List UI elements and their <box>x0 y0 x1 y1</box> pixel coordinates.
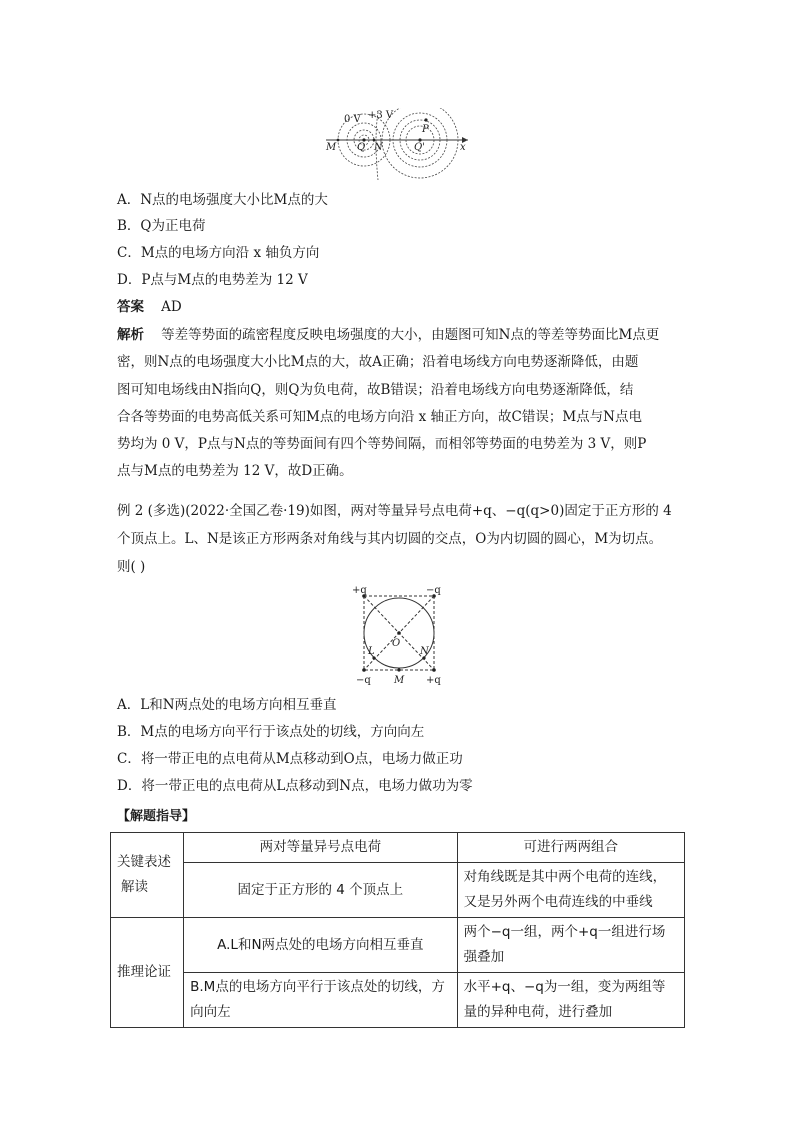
table-row <box>111 973 685 1028</box>
q1-option-a: A．N点的电场强度大小比M点的大 <box>117 192 328 208</box>
label-bottom-left: −q <box>356 675 371 686</box>
label-q: Q <box>357 142 366 153</box>
guide-title: 【解题指导】 <box>117 809 196 824</box>
r4c2 <box>184 973 457 1028</box>
square-charges-figure <box>346 584 446 688</box>
r2c3-line-1: 对角线既是其中两个电荷的连线， <box>463 869 667 885</box>
label-n: N <box>374 142 383 153</box>
label-top-left: +q <box>352 585 367 596</box>
r3c3 <box>457 918 684 973</box>
r3c3-line-2: 强叠加 <box>463 949 505 965</box>
key-label-1: 关键表述 <box>117 854 171 870</box>
r4c3 <box>457 973 684 1028</box>
label-3v: +3 V <box>368 110 394 121</box>
table-row <box>111 833 685 863</box>
label-p: P <box>422 124 429 135</box>
label-o: O <box>392 638 401 649</box>
key-label-cell <box>111 833 184 918</box>
label-m: M <box>326 142 337 153</box>
example2-stem-2: 个顶点上。L、N是该正方形两条对角线与其内切圆的交点，O为内切圆的圆心，M为切点。 <box>117 531 663 547</box>
example2-stem-1: 例 2 (多选)(2022·全国乙卷·19)如图，两对等量异号点电荷+q、−q(q>0)固定于正方形的 4 <box>117 503 672 519</box>
reason-label: 推理论证 <box>111 918 184 1028</box>
table-row <box>111 863 685 918</box>
analysis-line-3: 图可知电场线由N指向Q，则Q为负电荷，故B错误；沿着电场线方向电势逐渐降低，结 <box>117 382 634 398</box>
r4c2-line-2: 向向左 <box>190 1004 231 1020</box>
label-m: M <box>394 675 405 686</box>
q1-option-b: B．Q为正电荷 <box>117 218 206 234</box>
analysis-line-4: 合各等势面的电势高低关系可知M点的电场方向沿 x 轴正方向，故C错误；M点与N点电 <box>117 409 642 425</box>
example2-stem-3: 则( ) <box>117 559 146 575</box>
r2c3 <box>457 863 684 918</box>
analysis-line-5: 势均为 0 V，P点与N点的等势面间有四个等势间隔，而相邻等势面的电势差为 3 V，则P <box>117 436 647 452</box>
r2c2: 固定于正方形的 4 个顶点上 <box>184 863 457 918</box>
ex2-option-c: C．将一带正电的点电荷从M点移动到O点，电场力做正功 <box>117 751 463 767</box>
label-top-right: −q <box>426 585 441 596</box>
analysis-line-6: 点与M点的电势差为 12 V，故D正确。 <box>117 463 353 479</box>
label-x: x <box>460 142 466 153</box>
ex2-option-b: B．M点的电场方向平行于该点处的切线，方向向左 <box>117 724 425 740</box>
analysis-line-2: 密，则N点的电场强度大小比M点的大，故A正确；沿着电场线方向电势逐渐降低，由题 <box>117 354 639 370</box>
label-0v: 0 V <box>344 114 361 125</box>
r1c2: 两对等量异号点电荷 <box>184 833 457 863</box>
guide-table <box>110 832 685 1028</box>
q1-option-d: D．P点与M点的电势差为 12 V <box>117 272 308 288</box>
ex2-option-a: A．L和N两点处的电场方向相互垂直 <box>117 697 337 713</box>
analysis-line-1 <box>117 325 659 345</box>
equipotential-figure <box>322 108 472 184</box>
r3c2: A.L和N两点处的电场方向相互垂直 <box>184 918 457 973</box>
answer-label: 答案 <box>117 299 144 315</box>
r1c3: 可进行两两组合 <box>457 833 684 863</box>
r4c2-line-1: B.M点的电场方向平行于该点处的切线，方 <box>190 979 445 995</box>
analysis-text-1: 等差等势面的疏密程度反映电场强度的大小，由题图可知N点的等差等势面比M点更 <box>161 327 660 343</box>
r4c3-line-1: 水平+q、−q为一组，变为两组等 <box>463 979 666 995</box>
r2c3-line-2: 又是另外两个电荷连线的中垂线 <box>463 894 653 910</box>
r3c3-line-1: 两个−q一组，两个+q一组进行场 <box>463 924 666 940</box>
q1-option-c: C．M点的电场方向沿 x 轴负方向 <box>117 245 320 261</box>
label-qprime: Q' <box>414 142 425 153</box>
label-n: N <box>420 646 429 657</box>
analysis-label: 解析 <box>117 327 144 343</box>
ex2-option-d: D．将一带正电的点电荷从L点移动到N点，电场力做功为零 <box>117 778 473 794</box>
key-label-2: 解读 <box>121 879 148 895</box>
answer-value: AD <box>161 299 182 315</box>
answer-line <box>117 297 182 317</box>
label-l: L <box>368 646 375 657</box>
table-row <box>111 918 685 973</box>
r4c3-line-2: 量的异种电荷，进行叠加 <box>463 1004 613 1020</box>
label-bottom-right: +q <box>426 675 441 686</box>
